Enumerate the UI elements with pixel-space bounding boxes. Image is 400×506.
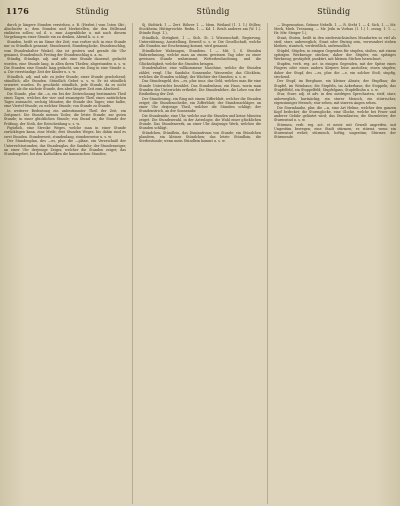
running-head-right: Stündig xyxy=(317,7,351,16)
entry-paragraph: Sj, Südtürk. 1 — Zert. Röhrer 1. — Mem. Weiland (1. 1. 1.) Stillen; Stockheim, Hüttigreichte. Redm. 1. — Kd. 1. Reich anderes am (W. 1.). Stünde Bogt. 1.), xyxy=(139,23,261,36)
entry-paragraph: Die Sturmhaube, plur. die —n, eine Art Helme, welcher den ganzen Kopf bedecket; die Sturmglocke, eine Glocke, welche bei Feuer und anderer Gefahr geläutet wird; das Sturmläuten; die Sturmleiter; der Sturmwind u. s. w. xyxy=(274,105,396,122)
running-head xyxy=(6,6,394,20)
entry-paragraph: Stupfen, verb. reg. act. in einigen Gegenden, mit der Spitze eines Fingers oder eines andern Körpers leise anstoßen; einen stupfen; daher der Stupf, des —es, plur. die —e, ein solcher Stoß; stupfig, stechend. xyxy=(274,62,396,79)
entry-paragraph: Stürmen, verb. reg. act. et neutr. mit Gewalt angreifen, mit Ungestüm bewegen; eine Stadt stürmen; es stürmt, wenn ein Sturmwind wehet; stürmisch, heftig, ungestüm; Stürmer, der Stürmende. xyxy=(274,122,396,140)
entry-paragraph: Stüpfel, Stüpfen, in einigen Gegenden für stupfen, stoßen, mit einem spitzigen Werkzeuge stechen; daher der Stüpfer, ein spitziges Werkzeug; gestüpfelt, punktirt, mit kleinen Stichen bezeichnet. xyxy=(274,49,396,62)
entry-paragraph: Stündlich, adj. und adv. zu jeder Stunde; einer Stunde geschehend; stündlich; alle Stunden. Stündlich Gebet u. s. w. Er ist stündlich erwartet worden. Es geschieht stündlich, jede Stunde, da es nicht länger, als die nächste Stunde, den aber längere Zeit zum Abschied. xyxy=(4,74,126,92)
running-head-left: Stündig xyxy=(75,7,109,16)
entry-paragraph: durch je längere Stunden verstehen, z. B. (Herbst.) vom 1sten Okt.; Abschnitte u.; dem Stunden und Merkstellen, die den Stillstand einläuten sollen; sol il. z. zum Augenblicke u. mit nach diesem Vorgehungen einer Stunde ein zu denken, Abend k. u. s. w. xyxy=(4,23,126,40)
column-middle xyxy=(139,23,261,504)
column-divider xyxy=(267,23,268,504)
entry-paragraph: Der Stundenplan, des —es, plur. die —pläne, ein Verzeichniß der Unterrichtsstunden; das Stundenglas, die Sanduhr; der Stundenzeiger, an einer Uhr derjenige Zeiger, welcher die Stunden zeiget; das Stundengebet, bei den Katholiken die kanonischen Stunden. xyxy=(4,139,126,156)
entry-paragraph: Stunt, Stuten, heißt in den niedersächsischen Mundarten so viel als steif, starr, unbeweglich; Stunt oder Stutzig sein, verwundert stehen bleiben; stuntsch, verdrießlich, unfreundlich. xyxy=(274,36,396,49)
entry-paragraph: Stündig, Stündige, adj. und adv. eine Stunde dauernd, gedacht worden, eine Stunde lang, in allen ihren Theilen; abgestunden u. s. w. Die Stunden eine Stunde lang gedacht, um ein Ding in eine Stunde u. a. Die vierstündige Zeit der Kinder u. s. w. xyxy=(4,57,126,74)
entry-paragraph: Figürlich, eine Strecke Weges, welche man in einer Stunde zurücklegen kann, eine Meile; drei Stunden Weges, bis dahin sind es zwei Stunden. Stundenweit, stundenlang, stundenweise u. s. w. xyxy=(4,126,126,139)
entry-paragraph: Die Stundenuhr, eine Uhr, welche nur die Stunden und keine Minuten zeiget. Die Stundenwahl, in der Astrologie, die Wahl einer glücklichen Stunde. Das Stundenwerk, an einer Uhr dasjenige Werk, welches die Stunden schlägt. xyxy=(139,113,261,131)
entry-paragraph: Der Stupf, im Bergbaue, ein kleiner Absatz; der Stupfbau; die Stupfel, im Weinbaue; die Stupfeln, im Ackerbaue, die Stoppeln; das Stupfelfeld, ein Stoppelfeld; Stupfelgans, Stupfelhuhn u. s. w. xyxy=(274,79,396,92)
page-number: 1176 xyxy=(6,6,30,16)
entry-paragraph: Die Stunde, plur. die —n, ein bei der Zeitrechnung bestimmtes Theil eines Tages, welches der vier und zwanzigste Theil eines natürlichen Tages ausmacht, sechzig Minuten; die Stunde des Tages; eine halbe, eine Viertel-Stunde; zu welcher Stunde; von Stunde zu Stunde. xyxy=(4,91,126,109)
entry-paragraph: Der Stundenring, ein Ring mit einem Zifferblatt, welcher die Stunden zeiget; die Stundenscheibe, ein Zifferblatt; der Stundenschläger, an einer Uhr derjenige Theil, welcher die Stunden schlägt; der Stundenstrich, an der Sonnenuhr. xyxy=(139,96,261,114)
entry-paragraph: In weiterer Bedeutung ein unbestimmter Theil der Zeit, ein Zeitpunct. Die Stunde meines Todes; die letzte Stunde; zur guten Stunde; in einer glücklichen Stunde; von Stund an; die Stunde der Prüfung, der Noth, der Entscheidung u. s. w. xyxy=(4,109,126,126)
entry-paragraph: Stündlich, Stetigkeit, 1 — Sich. St. 2 Wissenschaft, Regierung, Unterstützung, Ausstellung, Beweiß u. s. w. Die Gesellschaft, welche alle Stunden zur Erscheinung kommt, wird genannt. xyxy=(139,36,261,49)
entry-paragraph: Stündlicher Wahrsagen, Stundens. 1 — Mit. 1, S. Stunden Wahrnehmung, welche man an einem gewissen Tag oder zu einer gewissen Stunde wahrnimmt, Wetterbeobachtung, und die Glückseligkeit, welche die Stunden bringen. xyxy=(139,49,261,66)
entry-paragraph: Stur, Sturr, adj. et adv. in den niedrigen Sprecharten, steif, starr, unbeweglich, hartnäckig; ein sturer Mensch, ein störrischer, eigensinniger Mensch; stur sehen, mit starren Augen sehen. xyxy=(274,92,396,105)
column-divider xyxy=(132,23,133,504)
running-head-middle: Stündig xyxy=(196,7,230,16)
entry-paragraph: Das Stundengeld, des —es, plur. inus. das Geld, welches man für eine Stunde Unterrichts bezahlet. Das Stundenhaus, ein Haus, worin man Stunden des Unterrichts ertheilet. Die Stundenlehre, die Lehre von der Eintheilung der Zeit. xyxy=(139,79,261,96)
entry-paragraph: Stundenhalter, eine vollkommene Maschine, welche die Stunden zählet, vergl. Uhr, Sanduhr, Sonnenuhr, Wasseruhr; das Glöcklein, welches die Stunden schlägt; der Wächter der Stunden; u. s. w. xyxy=(139,66,261,79)
entry-paragraph: Stündchen, Stündlein, das Diminutivum von Stunde; ein Stündchen plaudern, ein kleines Stündchen; das letzte Stündlein, die Sterbestunde; wenn mein Stündlein kommt u. s. w. xyxy=(139,131,261,144)
entry-paragraph: — Dispensation, Grünne Nebelb. 1. — R. Steht 1. — 4. Sich, 1. — Mr. Merk, Mieb. Trennung, — Mr. Jeiln in Vorbau (1. 1.) 1. orzag. 1. 1. — Hr. Mtr. Steiger 1.), xyxy=(274,23,396,36)
text-columns xyxy=(4,23,396,504)
column-right xyxy=(274,23,396,504)
entry-paragraph: Stunden, heißt es im Sinne der Zeit; was vorher sich in eine Stunde nur so Stündlich genannt; Stundenzeit, Stundenglocke, Stundenschlag, vom Stundenhalter Winkel, das ist gestern und gerade die Uhr genannt, Stundenbuch Freitag der Stundenschlag u. a. m. xyxy=(4,40,126,57)
column-left xyxy=(4,23,126,504)
